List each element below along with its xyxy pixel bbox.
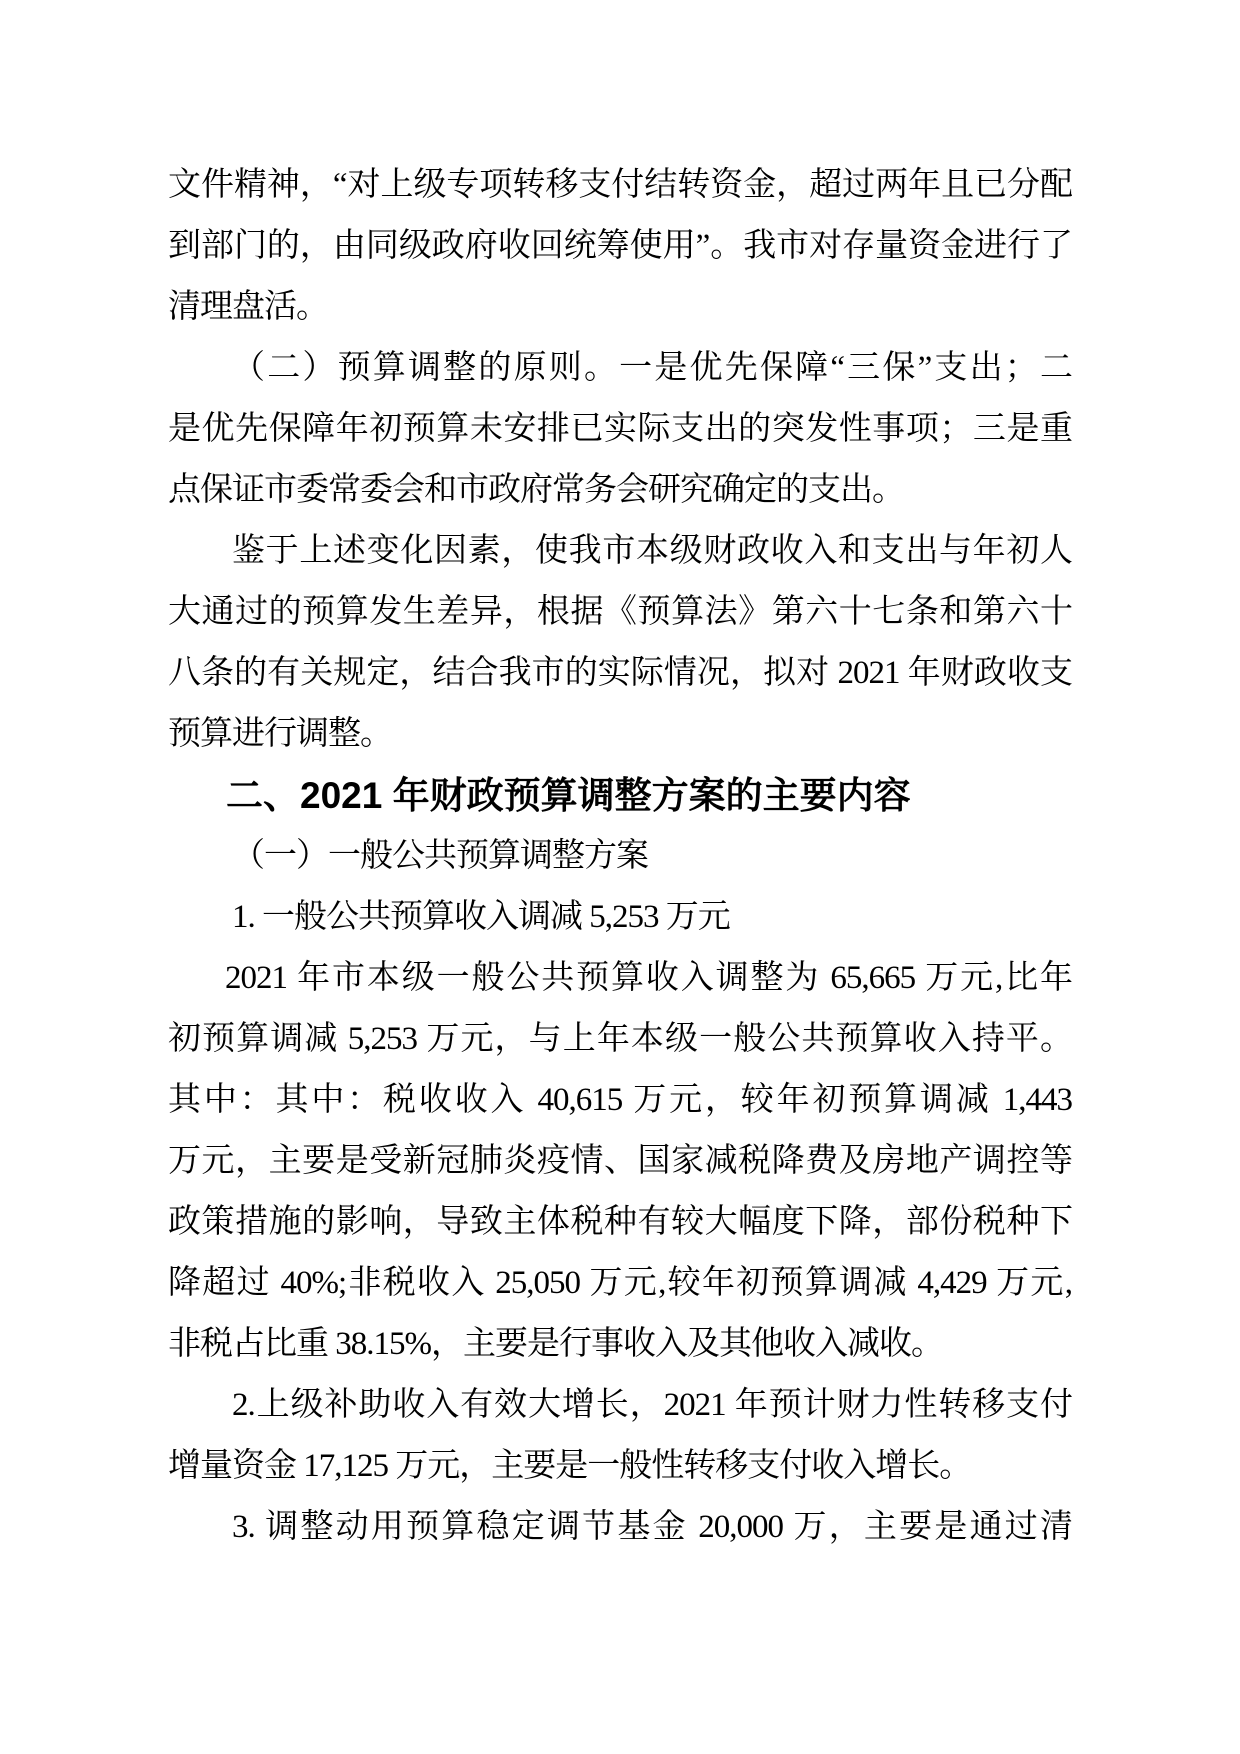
body-line: 2.上级补助收入有效大增长，2021 年预计财力性转移支付 <box>232 1387 1072 1423</box>
body-line: 是优先保障年初预算未安排已实际支出的突发性事项；三是重 <box>168 411 1072 447</box>
section-heading: 二、2021 年财政预算调整方案的主要内容 <box>226 775 911 816</box>
body-line: 八条的有关规定，结合我市的实际情况，拟对 2021 年财政收支 <box>168 655 1072 691</box>
document-text-block <box>168 155 1072 1558</box>
body-line: 增量资金 17,125 万元，主要是一般性转移支付收入增长。 <box>168 1448 972 1484</box>
body-line: 其中：其中：税收收入 40,615 万元，较年初预算调减 1,443 <box>168 1082 1072 1118</box>
body-line: 非税占比重 38.15%，主要是行事收入及其他收入减收。 <box>168 1326 943 1362</box>
body-line: 万元，主要是受新冠肺炎疫情、国家减税降费及房地产调控等 <box>168 1143 1072 1179</box>
body-line: 预算进行调整。 <box>168 716 392 752</box>
body-line: 到部门的，由同级政府收回统筹使用”。我市对存量资金进行了 <box>168 228 1072 264</box>
body-line: 点保证市委常委会和市政府常务会研究确定的支出。 <box>168 472 904 508</box>
body-line: （二）预算调整的原则。一是优先保障“三保”支出；二 <box>232 350 1072 386</box>
body-line: 文件精神，“对上级专项转移支付结转资金，超过两年且已分配 <box>168 167 1072 203</box>
list-item-heading: 1. 一般公共预算收入调减 5,253 万元 <box>232 899 730 935</box>
body-line: 2021 年市本级一般公共预算收入调整为 65,665 万元,比年 <box>225 960 1072 996</box>
body-line: 降超过 40%;非税收入 25,050 万元,较年初预算调减 4,429 万元, <box>168 1265 1072 1301</box>
body-line: 清理盘活。 <box>168 289 328 325</box>
body-line: 政策措施的影响，导致主体税种有较大幅度下降，部份税种下 <box>168 1204 1072 1240</box>
body-line: 大通过的预算发生差异，根据《预算法》第六十七条和第六十 <box>168 594 1072 630</box>
body-line: 鉴于上述变化因素，使我市本级财政收入和支出与年初人 <box>232 533 1072 569</box>
body-line: 3. 调整动用预算稳定调节基金 20,000 万，主要是通过清 <box>232 1509 1072 1545</box>
body-line: 初预算调减 5,253 万元，与上年本级一般公共预算收入持平。 <box>168 1021 1072 1057</box>
subsection-heading: （一）一般公共预算调整方案 <box>232 838 648 874</box>
